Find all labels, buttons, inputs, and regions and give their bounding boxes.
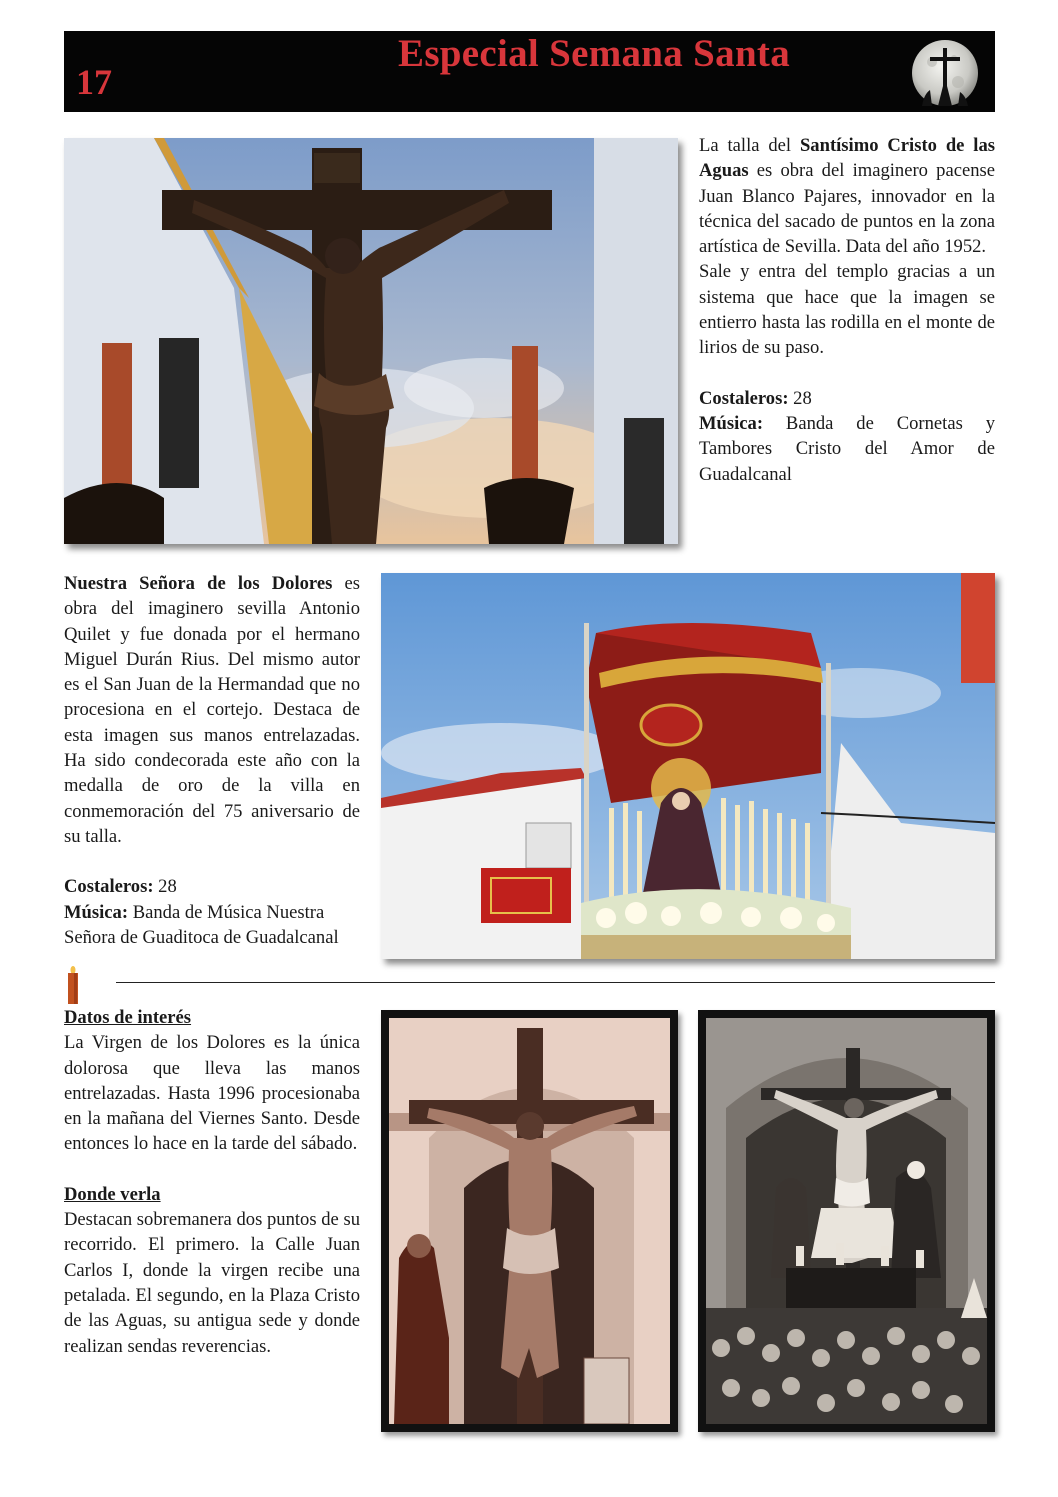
dolores-musica-value: Banda de Música Nuestra Señora de Guaditoca de Guadalcanal xyxy=(64,901,339,948)
info-section xyxy=(64,1005,360,1359)
cristo-intro: La talla del xyxy=(699,135,800,156)
cristo-costaleros-value: 28 xyxy=(788,387,812,409)
donde-text: Destacan sobremanera dos puntos de su recorrido. El primero. la Calle Juan Carlos I, donde la virgen recibe una petalada. El segundo, en la Plaza Cristo de las Aguas, su antigua sede y donde realizan sendas reverencias. xyxy=(64,1209,360,1357)
moon-crucifix-icon xyxy=(910,38,980,108)
header-bar xyxy=(64,31,995,112)
candle-icon xyxy=(67,966,79,1004)
cristo-desc2: Sale y entra del templo gracias a un sistema que hace que la imagen se entierro hasta las rodilla en el monte de lirios de su paso. xyxy=(699,261,995,359)
cristo-description xyxy=(699,133,995,487)
cristo-costaleros-label: Costaleros: xyxy=(699,387,789,409)
dolores-costaleros-value: 28 xyxy=(153,876,177,898)
historic-cristo-photo xyxy=(381,1010,678,1432)
dolores-desc: es obra del imaginero sevilla Antonio Quilet y fue donada por el hermano Miguel Durán Rius. Del mismo autor es el San Juan de la Hermandad que no procesiona en el cortejo. Destaca de esta imagen sus manos entrelazadas. Ha sido condecorada este año con la medalla de oro de la villa en conmemoración del 75 aniversario de su talla. xyxy=(64,573,360,847)
historic-procession-photo xyxy=(698,1010,995,1432)
dolores-costaleros-label: Costaleros: xyxy=(64,876,154,898)
dolores-name: Nuestra Señora de los Dolores xyxy=(64,573,333,594)
cristo-musica-value: Banda de Cornetas y Tambores Cristo del Amor de Guadalcanal xyxy=(699,412,995,485)
section-divider xyxy=(116,982,995,983)
page-title: Especial Semana Santa xyxy=(398,32,791,75)
cristo-aguas-photo xyxy=(64,138,678,544)
cristo-musica-label: Música: xyxy=(699,412,764,434)
page-number: 17 xyxy=(76,62,112,102)
datos-heading: Datos de interés xyxy=(64,1007,192,1028)
cristo-desc1: es obra del imaginero pacense Juan Blanco Pajares, innovador en la técnica del sacado de puntos en la zona artística de Sevilla. Data del año 1952. xyxy=(699,160,995,258)
cristo-name: Santísimo Cristo de las Aguas xyxy=(699,135,995,182)
dolores-description xyxy=(64,571,360,950)
donde-heading: Donde verla xyxy=(64,1183,161,1205)
dolores-palio-photo xyxy=(381,573,995,959)
datos-text: La Virgen de los Dolores es la única dolorosa que lleva las manos entrelazadas. Hasta 1996 procesionaba en la mañana del Viernes Santo. Desde entonces lo hace en la tarde del sábado. xyxy=(64,1032,360,1155)
dolores-musica-label: Música: xyxy=(64,901,129,923)
